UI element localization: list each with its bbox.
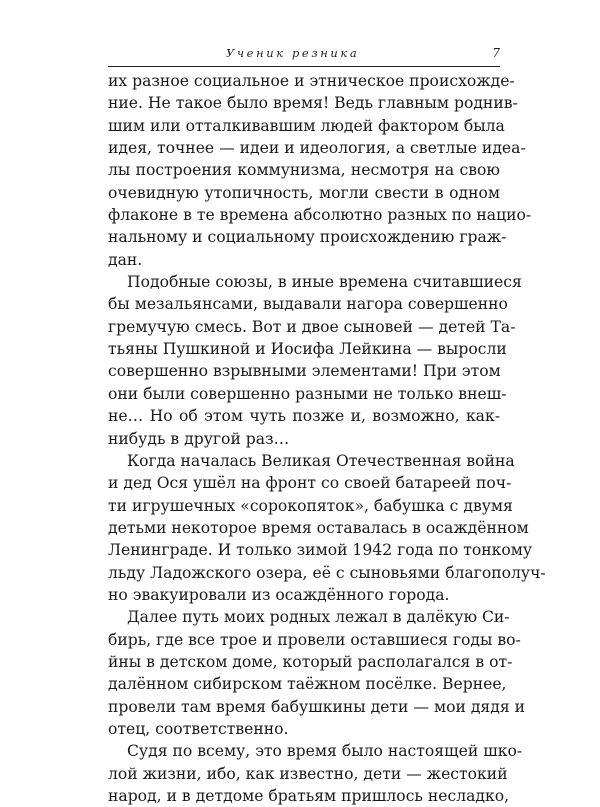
text-line: Далее путь моих родных лежал в далёкую Си- (127, 608, 510, 627)
running-header (108, 46, 500, 62)
text-line: ти игрушечных «сорокопяток», бабушка с двумя (108, 496, 513, 515)
header-rule (108, 66, 500, 67)
text-line: провели там время бабушкины дети — мои дядя и (108, 697, 526, 716)
text-line: но эвакуировали из осаждённого города. (108, 585, 450, 604)
text-line: Когда началась Великая Отечественная война (127, 451, 515, 470)
text-line: шим или отталкивавшим людей фактором была (108, 116, 505, 135)
text-line: детьми некоторое время оставалась в осаждённом (108, 518, 529, 537)
page-number: 7 (492, 46, 500, 60)
text-line: нибудь в другой раз… (108, 429, 290, 448)
text-line: народ, и в детдоме братьям пришлось несладко, (108, 787, 510, 805)
text-line: флаконе в те времена абсолютно разных по нацио- (108, 206, 532, 225)
text-line: йны в детском доме, который располагался в от- (108, 652, 513, 671)
text-line: совершенно взрывными элементами! При этом (108, 362, 501, 381)
text-line: льду Ладожского озера, её с сыновьями благополуч- (108, 563, 546, 582)
text-line: не… Но об этом чуть позже и, возможно, как- (108, 407, 500, 426)
text-line: бирь, где все трое и провели оставшиеся годы во- (108, 630, 521, 649)
text-line: тьяны Пушкиной и Иосифа Лейкина — выросли (108, 340, 507, 359)
text-line: далённом сибирском таёжном посёлке. Вернее, (108, 675, 507, 694)
text-line: их разное социальное и этническое происхожде- (108, 72, 515, 90)
text-line: гремучую смесь. Вот и двое сыновей — детей Та- (108, 317, 516, 336)
text-line: бы мезальянсами, выдавали нагора совершенно (108, 295, 508, 314)
body-text (108, 70, 546, 807)
text-line: Судя по всему, это время было настоящей шко- (127, 742, 523, 761)
running-title: Ученик резника (226, 46, 360, 60)
text-line: отец, соответственно. (108, 719, 289, 738)
text-line: дан. (108, 250, 143, 269)
text-line: Ленинграде. И только зимой 1942 года по тонкому (108, 541, 533, 560)
text-line: лой жизни, ибо, как известно, дети — жестокий (108, 764, 508, 783)
text-line: идея, точнее — идеи и идеология, а светлые идеа- (108, 139, 526, 158)
text-line: нальному и социальному происхождению граж- (108, 228, 507, 247)
text-line: Подобные союзы, в иные времена считавшиеся (127, 273, 522, 292)
text-line: и дед Ося ушёл на фронт со своей батареей поч- (108, 474, 512, 493)
text-line: они были совершенно разными не только внеш- (108, 384, 507, 403)
text-line: очевидную утопичность, могли свести в одном (108, 183, 500, 202)
text-line: лы построения коммунизма, несмотря на свою (108, 161, 500, 180)
text-line: ние. Не такое было время! Ведь главным роднив- (108, 94, 518, 113)
